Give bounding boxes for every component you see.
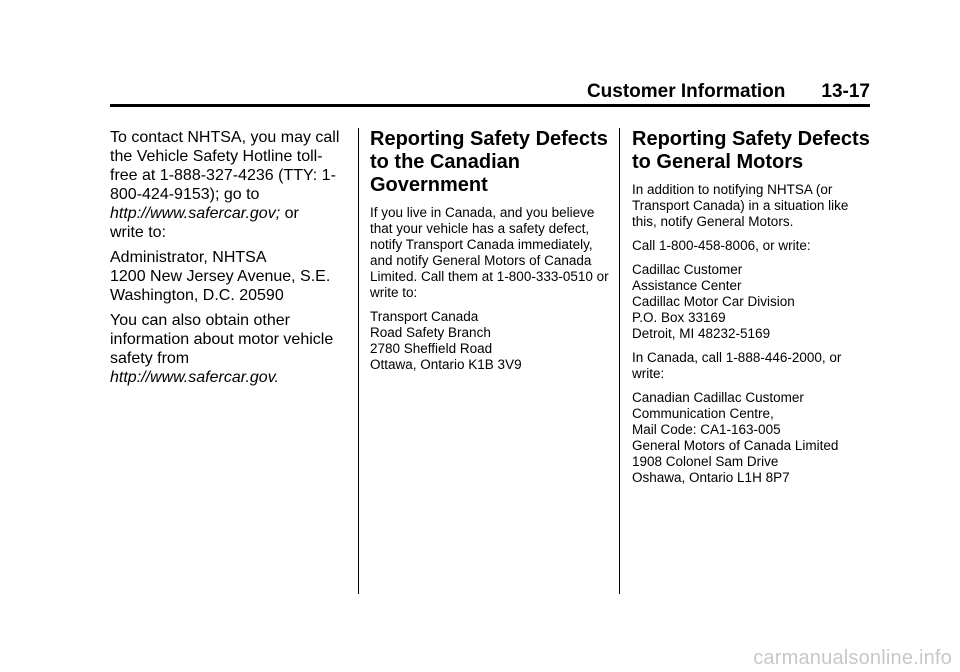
safercar-link-2[interactable]: http://www.safercar.gov. [110,369,279,386]
address-line: Mail Code: CA1-163-005 [632,422,781,437]
safety-info-text: You can also obtain other information about motor vehicle safety from [110,312,334,367]
address-line: 1200 New Jersey Avenue, S.E. [110,268,331,285]
address-line: Assistance Center [632,278,742,293]
column-divider [358,128,359,594]
address-line: Ottawa, Ontario K1B 3V9 [370,357,522,372]
address-line: General Motors of Canada Limited [632,438,839,453]
address-line: 1908 Colonel Sam Drive [632,454,779,469]
section-title: Customer Information [586,81,786,102]
heading-canadian-government: Reporting Safety Defects to the Canadian Government [370,128,608,196]
address-line: Oshawa, Ontario L1H 8P7 [632,470,790,485]
gm-call-paragraph: Call 1-800-458-8006, or write: [632,238,811,253]
address-line: Detroit, MI 48232-5169 [632,326,771,341]
address-line: Washington, D.C. 20590 [110,287,284,304]
nhtsa-contact-text: To contact NHTSA, you may call the Vehicle Safety Hotline toll-free at 1-888-327-4236 (TTY: 1-800-424-9153); go to [110,129,340,203]
column-general-motors [632,128,872,494]
nhtsa-contact-write-to: write to: [110,224,167,241]
column-canadian-government [370,128,610,381]
column-nhtsa-contact [110,128,342,393]
column-divider [619,128,620,594]
gm-intro-paragraph: In addition to notifying NHTSA (or Transport Canada) in a situation like this, notify General Motors. [632,182,849,229]
nhtsa-contact-or: or [280,205,299,222]
transport-canada-address [370,309,610,373]
page-number: 13-17 [821,81,870,102]
address-line: Cadillac Customer [632,262,743,277]
address-line: Canadian Cadillac Customer [632,390,804,405]
nhtsa-contact-paragraph [110,128,342,242]
address-line: 2780 Sheffield Road [370,341,493,356]
safety-info-paragraph [110,311,342,387]
address-line: Administrator, NHTSA [110,249,267,266]
canada-call-paragraph: In Canada, call 1-888-446-2000, or write: [632,350,842,381]
address-line: Cadillac Motor Car Division [632,294,795,309]
address-line: Road Safety Branch [370,325,491,340]
watermark: carmanualsonline.info [753,647,952,669]
address-line: P.O. Box 33169 [632,310,726,325]
cadillac-us-address [632,262,872,342]
address-line: Transport Canada [370,309,479,324]
heading-general-motors: Reporting Safety Defects to General Motors [632,128,870,173]
page-header [110,80,870,104]
header-rule [110,104,870,107]
safercar-link[interactable]: http://www.safercar.gov; [110,205,281,222]
address-line: Communication Centre, [632,406,774,421]
canada-body-paragraph: If you live in Canada, and you believe that your vehicle has a safety defect, notify Transport Canada immediately, and notify General Motors of Canada Limited. Call them at 1-800-333-0510 or write to: [370,205,609,300]
nhtsa-address [110,248,342,305]
cadillac-canada-address [632,390,872,486]
